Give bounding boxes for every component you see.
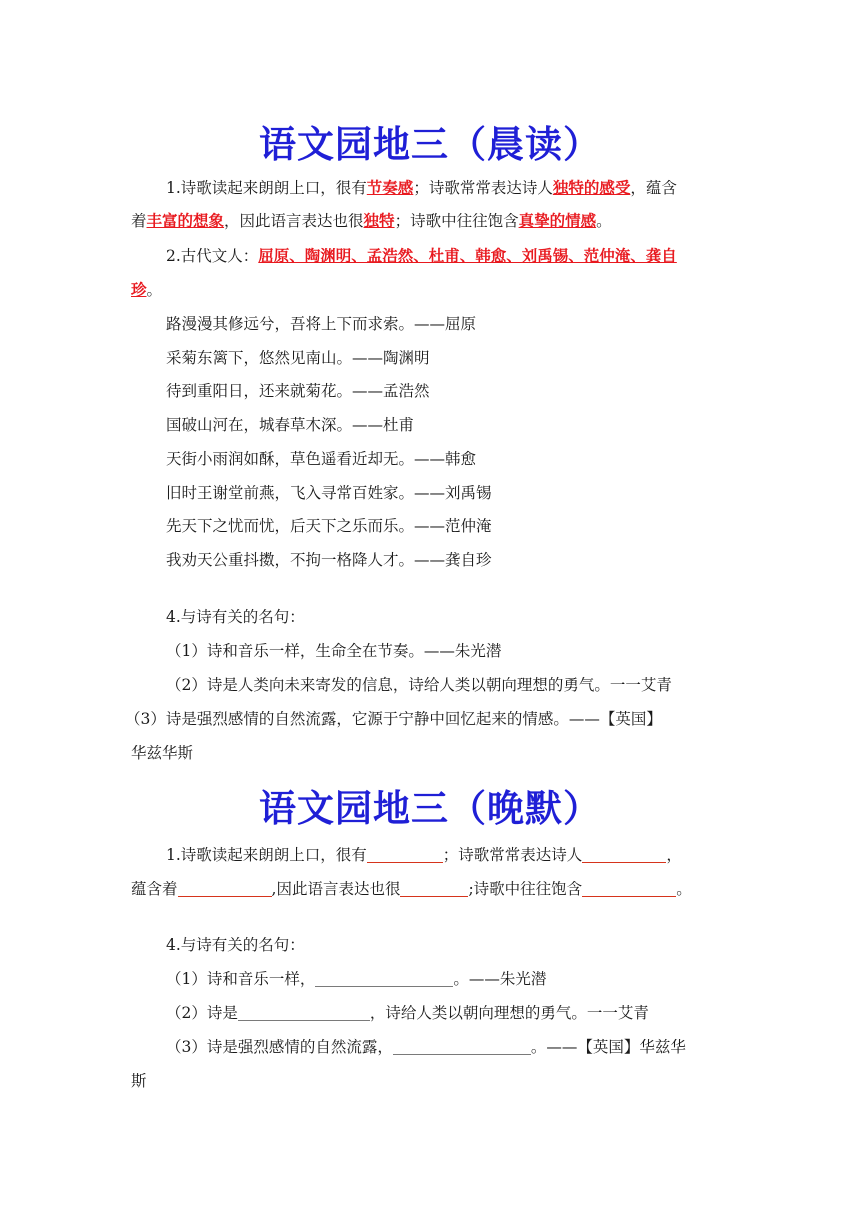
answer-highlight: 屈原、陶渊明、孟浩然、杜甫、韩愈、刘禹锡、范仲淹、龚自: [258, 246, 677, 265]
poem-line: 天街小雨润如酥，草色遥看近却无。——韩愈: [166, 450, 477, 468]
text: ；诗歌常常表达诗人: [413, 179, 553, 197]
text: 。: [146, 281, 163, 299]
answer-highlight: 真挚的情感: [518, 211, 597, 230]
answer-highlight: 节奏感: [366, 178, 414, 197]
morning-p1-line2: [131, 210, 612, 232]
answer-highlight: 独特的感受: [552, 178, 631, 197]
morning-p1-line1: [166, 177, 677, 199]
poem-line: 国破山河在，城春草木深。——杜甫: [166, 416, 415, 434]
text: （3）诗是强烈感情的自然流露，: [166, 1038, 393, 1056]
text: 。: [596, 212, 612, 230]
fill-blank[interactable]: [178, 880, 272, 897]
text: （2）诗是: [166, 1004, 238, 1022]
fill-blank[interactable]: [400, 880, 468, 897]
quote-line: 华兹华斯: [131, 744, 194, 762]
text: ；诗歌常常表达诗人: [442, 846, 583, 864]
text: ；诗歌中往往饱含: [394, 212, 519, 230]
text: ，蕴含: [630, 179, 677, 197]
text: 。: [676, 880, 692, 898]
morning-p4-heading: 4.与诗有关的名句：: [166, 608, 305, 626]
fill-blank[interactable]: [393, 1038, 531, 1055]
poem-line: 先天下之忧而忧，后天下之乐而乐。——范仲淹: [166, 517, 492, 535]
quote-line: （3）诗是强烈感情的自然流露，它源于宁静中回忆起来的情感。——【英国】: [125, 710, 662, 728]
text: 1.诗歌读起来朗朗上口，很有: [166, 179, 367, 197]
text: 。——【英国】华兹华: [530, 1038, 686, 1056]
quote-line: （1）诗和音乐一样，生命全在节奏。——朱光潜: [166, 642, 502, 660]
text: ，诗给人类以朝向理想的勇气。一一艾青: [369, 1004, 649, 1022]
text: 2.古代文人：: [166, 247, 259, 265]
fill-blank[interactable]: [582, 880, 676, 897]
poem-line: 路漫漫其修远兮，吾将上下而求索。——屈原: [166, 315, 477, 333]
text: ，: [666, 846, 682, 864]
evening-quote-3: [166, 1036, 686, 1058]
evening-title: 语文园地三（晚默）: [259, 786, 601, 830]
poem-line: 我劝天公重抖擞，不拘一格降人才。——龚自珍: [166, 551, 492, 569]
text: ;诗歌中往往饱含: [468, 880, 583, 898]
answer-highlight: 独特: [363, 211, 395, 230]
quote-line: （2）诗是人类向未来寄发的信息，诗给人类以朝向理想的勇气。一一艾青: [166, 676, 672, 694]
morning-p2-line1: [166, 245, 677, 267]
text: 1.诗歌读起来朗朗上口，很有: [166, 846, 367, 864]
poem-line: 采菊东篱下，悠然见南山。——陶渊明: [166, 349, 430, 367]
evening-quote-3-cont: 斯: [131, 1072, 147, 1090]
evening-p1-line2: [131, 878, 692, 900]
poem-line: 待到重阳日，还来就菊花。——孟浩然: [166, 382, 430, 400]
text: ，因此语言表达也很: [224, 212, 364, 230]
morning-p2-line2: [131, 279, 162, 301]
fill-blank[interactable]: [582, 846, 666, 863]
text: ,因此语言表达也很: [271, 880, 401, 898]
evening-p1-line1: [166, 844, 682, 866]
text: 着: [131, 212, 147, 230]
text: （1）诗和音乐一样，: [166, 970, 316, 988]
evening-p4-heading: 4.与诗有关的名句：: [166, 936, 305, 954]
text: 。——朱光潜: [453, 970, 547, 988]
evening-quote-1: [166, 968, 546, 990]
fill-blank[interactable]: [367, 846, 443, 863]
morning-title: 语文园地三（晨读）: [259, 122, 601, 166]
poem-line: 旧时王谢堂前燕，飞入寻常百姓家。——刘禹锡: [166, 484, 492, 502]
fill-blank[interactable]: [315, 970, 453, 987]
evening-quote-2: [166, 1002, 649, 1024]
fill-blank[interactable]: [238, 1004, 370, 1021]
answer-highlight: 珍: [131, 280, 147, 299]
text: 蕴含着: [131, 880, 178, 898]
answer-highlight: 丰富的想象: [146, 211, 225, 230]
